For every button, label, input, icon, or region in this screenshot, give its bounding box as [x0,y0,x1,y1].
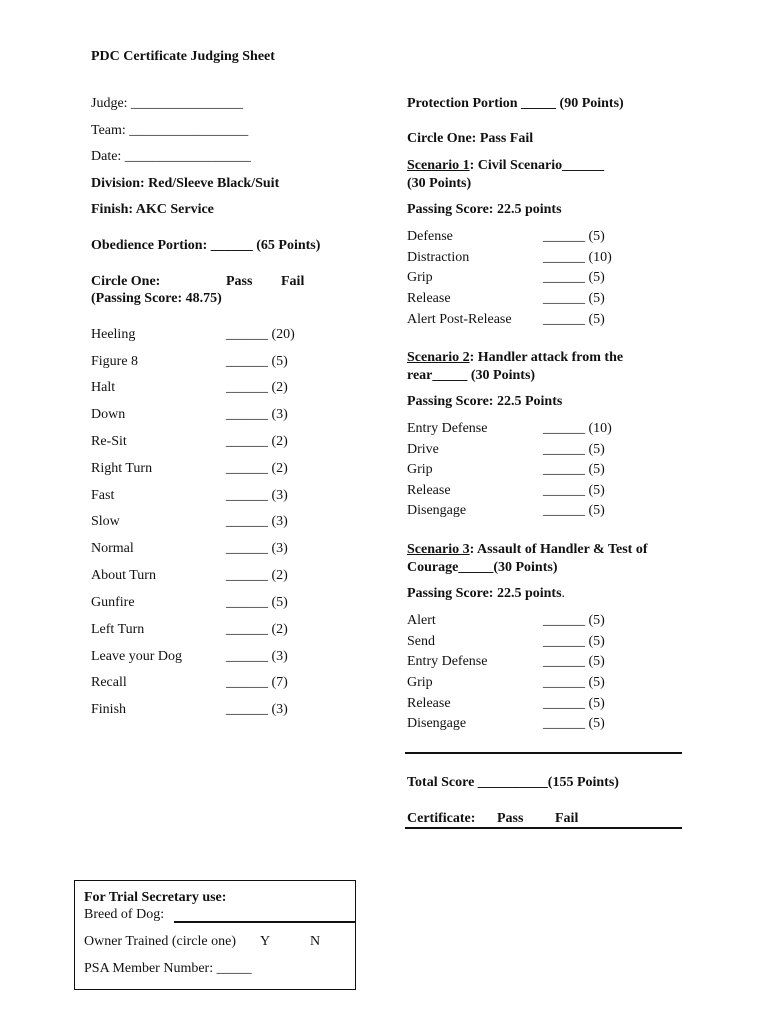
item-score: ______ (5) [226,354,288,369]
scenario-1-passing: Passing Score: 22.5 points [407,202,562,217]
item-name: Disengage [407,503,467,518]
item-score: ______ (5) [543,696,605,711]
item-score: ______ (2) [226,461,288,476]
item-name: Entry Defense [407,654,488,669]
psa-member-number: PSA Member Number: _____ [84,961,252,976]
item-name: Grip [407,270,433,285]
obedience-fail: Fail [281,274,305,289]
item-name: Grip [407,675,433,690]
item-name: Left Turn [91,622,145,637]
item-score: ______ (2) [226,380,288,395]
scenario-1-title: : Civil Scenario______ [469,158,605,173]
item-score: ______ (5) [543,613,605,628]
division-line: Division: Red/Sleeve Black/Suit [91,176,280,191]
item-name: Drive [407,442,439,457]
item-score: ______ (5) [543,634,605,649]
item-score: ______ (3) [226,702,288,717]
certificate-underline [405,827,682,829]
item-score: ______ (5) [543,483,605,498]
scenario-3-passing-period: . [561,586,566,601]
item-score: ______ (5) [543,462,605,477]
scenario-2-passing: Passing Score: 22.5 Points [407,394,563,409]
scenario-2-label: Scenario 2 [407,350,470,365]
breed-label: Breed of Dog: [84,907,165,922]
obedience-circle-label: Circle One: [91,274,161,289]
secretary-heading: For Trial Secretary use: [84,890,227,905]
scenario-3-points: Courage_____(30 Points) [407,560,558,575]
item-score: ______ (10) [543,250,612,265]
item-name: Finish [91,702,127,717]
item-name: Fast [91,488,115,503]
protection-circle: Circle One: Pass Fail [407,131,534,146]
item-score: ______ (5) [543,442,605,457]
scenario-2-heading [407,349,623,366]
scenario-1-label: Scenario 1 [407,158,470,173]
item-score: ______ (5) [543,654,605,669]
item-score: ______ (5) [543,312,605,327]
item-score: ______ (5) [543,291,605,306]
protection-portion: Protection Portion _____ (90 Points) [407,96,624,111]
total-score: Total Score __________(155 Points) [407,775,619,790]
scenario-3-title: : Assault of Handler & Test of [469,542,648,557]
item-name: Heeling [91,327,136,342]
obedience-portion: Obedience Portion: ______ (65 Points) [91,238,321,253]
item-score: ______ (2) [226,568,288,583]
item-score: ______ (3) [226,541,288,556]
scenario-2-title: : Handler attack from the [469,350,624,365]
item-score: ______ (7) [226,675,288,690]
finish-line: Finish: AKC Service [91,202,214,217]
item-name: Gunfire [91,595,135,610]
owner-trained-no: N [310,934,321,949]
page-title: PDC Certificate Judging Sheet [91,49,275,64]
item-score: ______ (20) [226,327,295,342]
item-name: Grip [407,462,433,477]
judge-field: Judge: ________________ [91,96,244,111]
certificate-pass: Pass [497,811,524,826]
item-score: ______ (5) [543,716,605,731]
item-name: Right Turn [91,461,153,476]
item-score: ______ (5) [543,229,605,244]
item-name: Normal [91,541,134,556]
scenario-2-points: rear_____ (30 Points) [407,368,536,383]
item-score: ______ (3) [226,649,288,664]
item-name: Halt [91,380,116,395]
scenario-3-passing-line [407,585,565,602]
item-score: ______ (2) [226,434,288,449]
item-name: Figure 8 [91,354,139,369]
item-name: Slow [91,514,120,529]
obedience-pass: Pass [226,274,253,289]
obedience-passing-score: (Passing Score: 48.75) [91,291,222,306]
item-name: About Turn [91,568,156,583]
item-score: ______ (3) [226,488,288,503]
item-score: ______ (2) [226,622,288,637]
item-name: Release [407,483,451,498]
item-name: Re-Sit [91,434,127,449]
item-score: ______ (5) [543,503,605,518]
item-name: Leave your Dog [91,649,182,664]
item-score: ______ (5) [543,270,605,285]
trial-secretary-box [74,880,356,990]
section-divider [405,752,682,754]
team-field: Team: _________________ [91,123,249,138]
item-name: Release [407,696,451,711]
scenario-3-passing: Passing Score: 22.5 points [407,586,562,601]
date-field: Date: __________________ [91,149,251,164]
item-name: Entry Defense [407,421,488,436]
owner-trained-yes: Y [260,934,271,949]
owner-trained-label: Owner Trained (circle one) [84,934,237,949]
item-name: Alert Post-Release [407,312,512,327]
item-score: ______ (10) [543,421,612,436]
item-score: ______ (5) [226,595,288,610]
item-name: Alert [407,613,436,628]
item-name: Send [407,634,435,649]
scenario-3-label: Scenario 3 [407,542,470,557]
certificate-label: Certificate: [407,811,476,826]
item-name: Recall [91,675,127,690]
certificate-fail: Fail [555,811,579,826]
scenario-1-points: (30 Points) [407,176,472,191]
item-score: ______ (3) [226,514,288,529]
item-name: Release [407,291,451,306]
scenario-3-heading [407,541,647,558]
breed-line [174,921,355,923]
item-name: Distraction [407,250,470,265]
scenario-1-heading [407,157,604,174]
item-score: ______ (3) [226,407,288,422]
item-name: Defense [407,229,453,244]
item-score: ______ (5) [543,675,605,690]
item-name: Down [91,407,126,422]
item-name: Disengage [407,716,467,731]
